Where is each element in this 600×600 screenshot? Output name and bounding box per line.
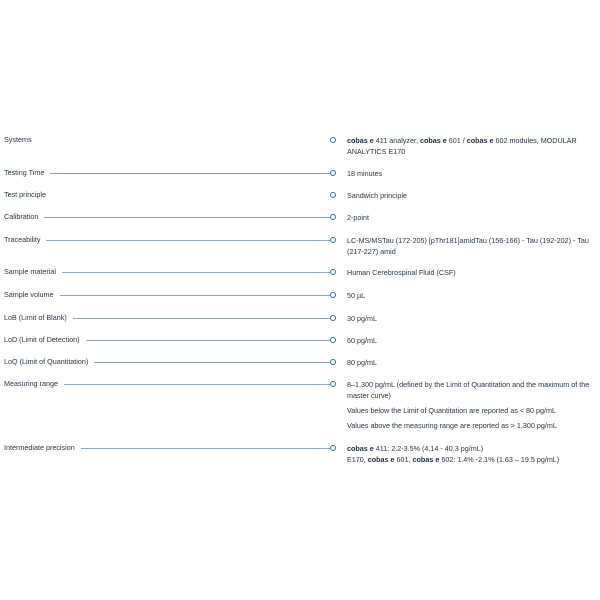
bullet-dot-icon <box>330 192 336 198</box>
leader-line <box>62 272 330 273</box>
bullet-dot-icon <box>330 237 336 243</box>
spec-value: Sandwich principle <box>347 191 407 200</box>
leader-line <box>46 240 330 241</box>
spec-label: Intermediate precision <box>4 443 81 453</box>
leader-line <box>73 318 330 319</box>
spec-value: 50 µL <box>347 291 366 300</box>
spec-value: Human Cerebrospinal Fluid (CSF) <box>347 268 456 277</box>
spec-label: Systems <box>4 135 38 145</box>
leader-line <box>64 384 330 385</box>
spec-label: Sample material <box>4 267 62 277</box>
spec-value: cobas e 411 analyzer, cobas e 601 / cobas e 602 modules, MODULAR ANALYTICS E170 <box>347 136 577 156</box>
bullet-dot-icon <box>330 315 336 321</box>
spec-value: 2-point <box>347 213 369 222</box>
bullet-dot-icon <box>330 337 336 343</box>
bullet-dot-icon <box>330 137 336 143</box>
spec-label: Traceability <box>4 235 46 245</box>
spec-value: 30 pg/mL <box>347 314 377 323</box>
spec-value: cobas e 411: 2.2-3.5% (4.14 - 40.3 pg/mL) E170, cobas e 601, cobas e 602: 1.4% -2.1% (1.63 – 19.5 pg/mL) <box>347 444 560 464</box>
bullet-dot-icon <box>330 292 336 298</box>
spec-value: 60 pg/mL <box>347 336 377 345</box>
spec-label: Test principle <box>4 190 52 200</box>
spec-value: 18 minutes <box>347 169 383 178</box>
bullet-dot-icon <box>330 359 336 365</box>
spec-label: LoQ (Limit of Quantitation) <box>4 357 94 367</box>
spec-value: 80 pg/mL <box>347 358 377 367</box>
leader-line <box>60 295 330 296</box>
spec-value: 8–1,300 pg/mL (defined by the Limit of Quantitation and the maximum of the master curve) Values below the Limit of Quantitation are reported as < 80 pg/mL Values above the measuring range are reported as > 1,300 pg/mL <box>347 380 590 430</box>
spec-label: LoB (Limit of Blank) <box>4 313 73 323</box>
leader-line <box>94 362 330 363</box>
spec-label: Sample volume <box>4 290 60 300</box>
bullet-dot-icon <box>330 381 336 387</box>
leader-line <box>86 340 331 341</box>
leader-line <box>44 217 330 218</box>
spec-label: Measuring range <box>4 379 64 389</box>
leader-line <box>50 173 330 174</box>
spec-value: LC-MS/MSTau (172-205) [pThr181]amidTau (156-166) - Tau (192-202) - Tau (217-227) amid <box>347 236 589 256</box>
bullet-dot-icon <box>330 170 336 176</box>
leader-line <box>81 448 330 449</box>
spec-label: LoD (Limit of Detection) <box>4 335 86 345</box>
spec-label: Testing Time <box>4 168 50 178</box>
spec-label: Calibration <box>4 212 44 222</box>
bullet-dot-icon <box>330 445 336 451</box>
bullet-dot-icon <box>330 214 336 220</box>
bullet-dot-icon <box>330 269 336 275</box>
